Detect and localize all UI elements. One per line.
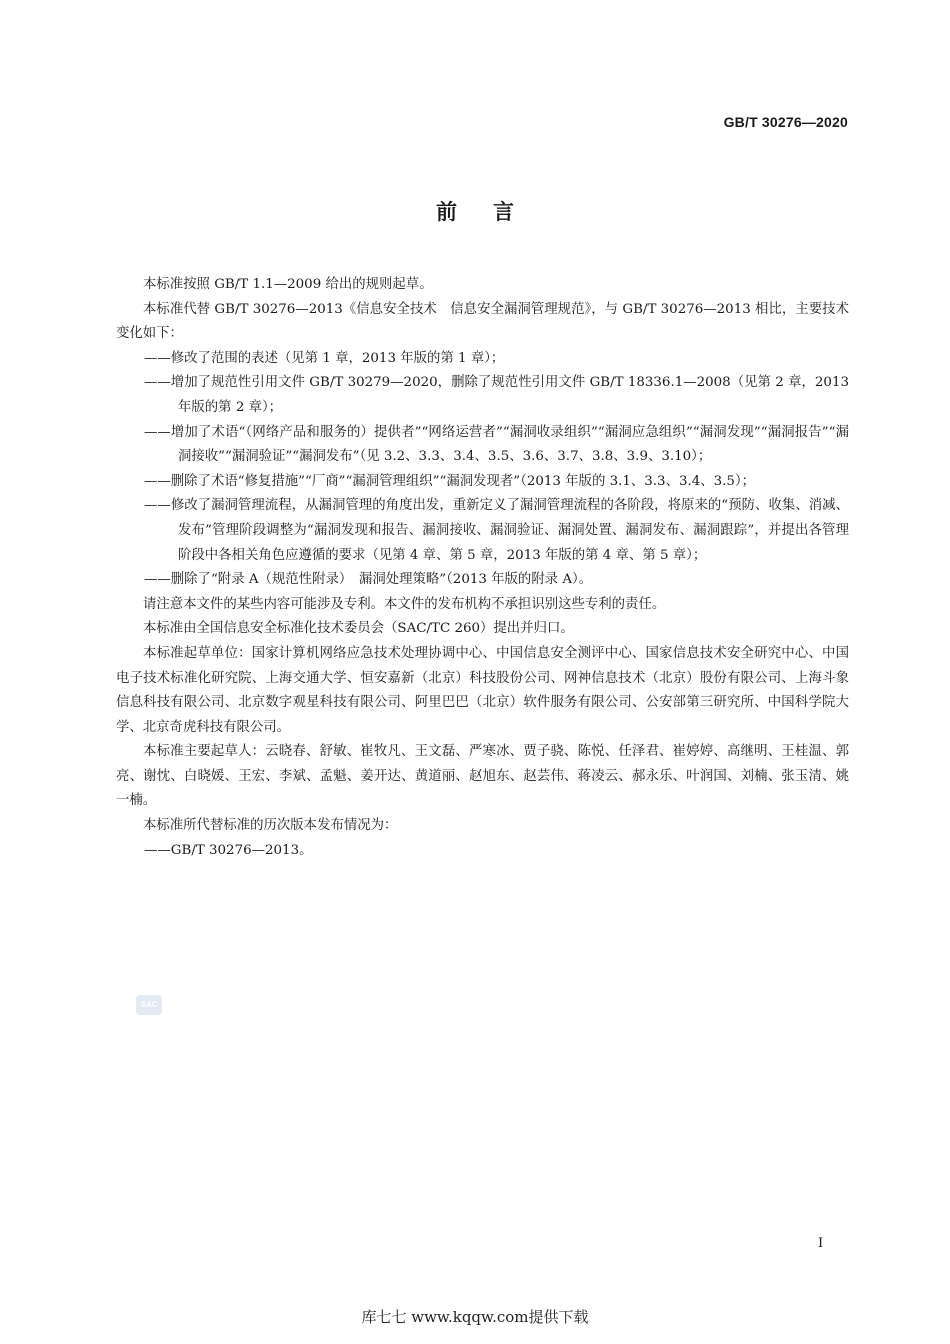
- paragraph-proposer: 本标准由全国信息安全标准化技术委员会（SAC/TC 260）提出并归口。: [143, 621, 574, 637]
- page-title: 前言: [436, 200, 550, 224]
- change-item: ——增加了术语“（网络产品和服务的）提供者”“网络运营者”“漏洞收录组织”“漏洞应急组织”“漏洞发现”“漏洞报告”“漏洞接收”“漏洞验证”“漏洞发布”（见 3.2、3.3、3.4、3.5、3.6、3.7、3.8、3.9、3.10）；: [144, 424, 849, 465]
- paragraph-drafting-units: 本标准起草单位：国家计算机网络应急技术处理协调中心、中国信息安全测评中心、国家信息技术安全研究中心、中国电子技术标准化研究院、上海交通大学、恒安嘉新（北京）科技股份公司、网神信息技术（北京）股份有限公司、上海斗象信息科技有限公司、北京数字观星科技有限公司、阿里巴巴（北京）软件服务有限公司、公安部第三研究所、中国科学院大学、北京奇虎科技有限公司。: [116, 645, 849, 735]
- change-item: ——修改了漏洞管理流程，从漏洞管理的角度出发，重新定义了漏洞管理流程的各阶段，将原来的“预防、收集、消减、发布”管理阶段调整为“漏洞发现和报告、漏洞接收、漏洞验证、漏洞处置、漏洞发布、漏洞跟踪”，并提出各管理阶段中各相关角色应遵循的要求（见第 4 章、第 5 章，2013 年版的第 4 章、第 5 章）；: [144, 498, 849, 563]
- document-body: [116, 273, 849, 863]
- paragraph-drafters: 本标准主要起草人：云晓春、舒敏、崔牧凡、王文磊、严寒冰、贾子骁、陈悦、任泽君、崔婷婷、高继明、王桂温、郭亮、谢忱、白晓媛、王宏、李斌、孟魁、姜开达、黄道丽、赵旭东、赵芸伟、蒋凌云、郝永乐、叶润国、刘楠、张玉清、姚一楠。: [116, 744, 849, 809]
- download-footer: 库七七 www.kqqw.com提供下载: [361, 1308, 589, 1326]
- standard-number: GB/T 30276—2020: [723, 114, 848, 130]
- history-item: ——GB/T 30276—2013。: [144, 842, 313, 858]
- paragraph-patent-notice: 请注意本文件的某些内容可能涉及专利。本文件的发布机构不承担识别这些专利的责任。: [143, 596, 666, 612]
- paragraph-history-intro: 本标准所代替标准的历次版本发布情况为：: [143, 818, 398, 834]
- change-item: ——删除了术语“修复措施”“厂商”“漏洞管理组织”“漏洞发现者”（2013 年版的 3.1、3.3、3.4、3.5）；: [144, 473, 756, 489]
- page-number: I: [818, 1236, 824, 1251]
- change-item: ——增加了规范性引用文件 GB/T 30279—2020，删除了规范性引用文件 GB/T 18336.1—2008（见第 2 章，2013 年版的第 2 章）；: [144, 375, 849, 415]
- paragraph-drafting-rules: 本标准按照 GB/T 1.1—2009 给出的规则起草。: [143, 277, 433, 292]
- paragraph-replacement: 本标准代替 GB/T 30276—2013《信息安全技术 信息安全漏洞管理规范》，与 GB/T 30276—2013 相比，主要技术变化如下：: [116, 301, 849, 342]
- change-item: ——修改了范围的表述（见第 1 章，2013 年版的第 1 章）；: [144, 350, 505, 366]
- sac-logo-icon: SAC: [136, 995, 162, 1015]
- change-item: ——删除了“附录 A（规范性附录） 漏洞处理策略”（2013 年版的附录 A）。: [144, 572, 593, 588]
